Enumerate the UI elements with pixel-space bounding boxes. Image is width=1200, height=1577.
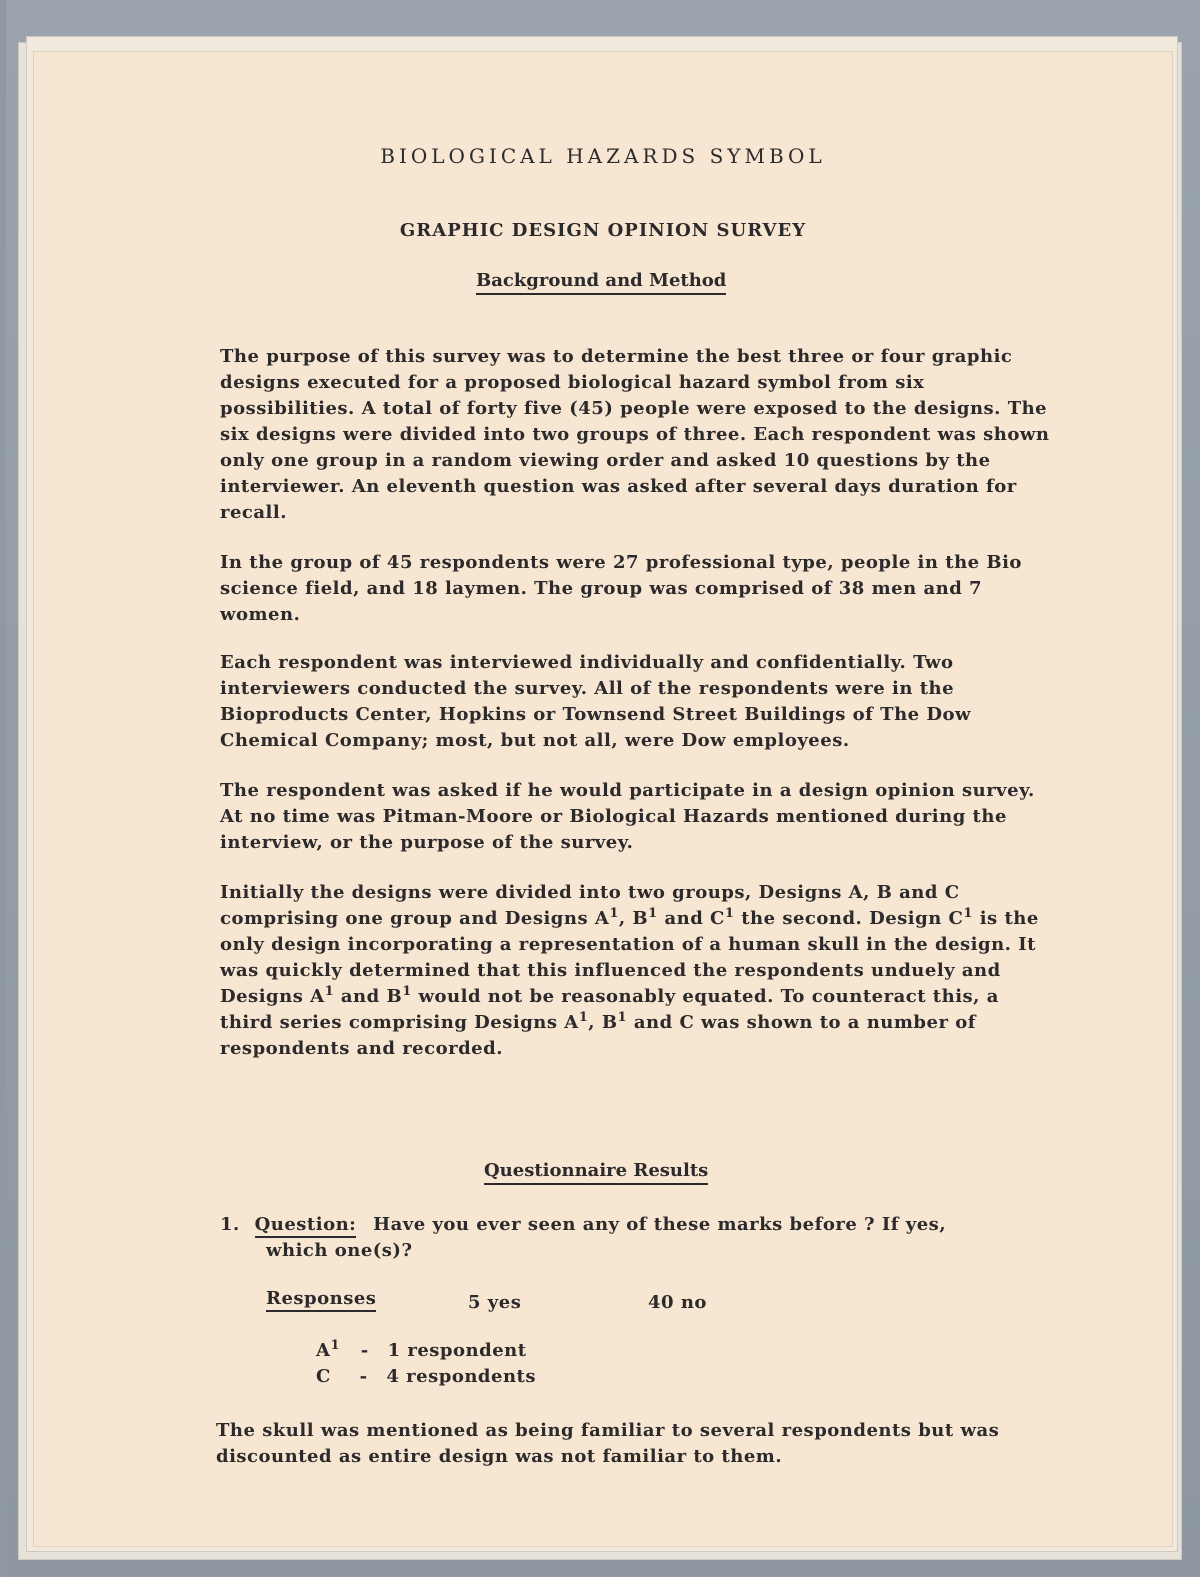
text-run: , B <box>618 908 649 929</box>
document-title: BIOLOGICAL HAZARDS SYMBOL <box>380 144 826 168</box>
section-heading-background: Background and Method <box>476 270 726 295</box>
superscript: 1 <box>963 906 973 921</box>
document-subtitle: GRAPHIC DESIGN OPINION SURVEY <box>399 220 807 241</box>
paragraph-respondents <box>220 550 1050 628</box>
responses-no: 40 no <box>648 1292 707 1313</box>
question-1-continuation: which one(s)? <box>266 1240 413 1261</box>
responses-yes: 5 yes <box>468 1292 522 1313</box>
respondent-count: 4 respondents <box>386 1366 536 1387</box>
paragraph-text: The purpose of this survey was to determine the best three or four graphic designs executed for a proposed biological hazard symbol from six possibilities. A total of forty five (45) people were exposed to the designs. The six designs were divided into two groups of three. Each respondent was shown only one group in a random viewing order and asked 10 questions by the interviewer. An eleventh question was asked after several days duration for recall. <box>220 346 1050 523</box>
superscript: 1 <box>609 906 619 921</box>
dash: - <box>359 1366 368 1387</box>
text-run: would not be reasonably equated. To counteract this, a third series comprising Designs A <box>220 986 999 1033</box>
text-run: , B <box>588 1012 618 1033</box>
text-run: is the only design incorporating a representation of a human skull in the design. It was quickly determined that this influenced the respondents unduely and Designs A <box>220 908 1039 1007</box>
superscript: 1 <box>724 906 735 921</box>
paragraph-survey-participation <box>220 778 1050 856</box>
paragraph-design-groups <box>220 880 1050 1062</box>
question-1 <box>220 1214 946 1235</box>
design-letter: A <box>316 1340 331 1361</box>
document-page <box>34 52 1172 1546</box>
response-breakdown-item <box>316 1366 536 1387</box>
response-breakdown-item <box>316 1340 527 1361</box>
question-number: 1. <box>220 1214 240 1235</box>
section-heading-questionnaire: Questionnaire Results <box>484 1160 708 1185</box>
responses-label: Responses <box>266 1288 376 1312</box>
text-run: Initially the designs were divided into two groups, Designs A, B and C comprising one group and Designs A <box>220 882 960 929</box>
question-label: Question: <box>255 1214 357 1238</box>
responses-row <box>266 1288 376 1309</box>
question-text: Have you ever seen any of these marks before ? If yes, <box>373 1214 947 1235</box>
paragraph-text: In the group of 45 respondents were 27 professional type, people in the Bio science field, and 18 laymen. The group was comprised of 38 men and 7 women. <box>220 552 1022 625</box>
paragraph-text: The skull was mentioned as being familiar to several respondents but was discounted as entire design was not familiar to them. <box>216 1420 1000 1467</box>
text-run: and C was shown to a number of respondents and recorded. <box>220 1012 976 1059</box>
paragraph-text: The respondent was asked if he would participate in a design opinion survey. At no time was Pitman-Moore or Biological Hazards mentioned during the interview, or the purpose of the survey. <box>220 780 1035 853</box>
paragraph-closing <box>216 1418 1016 1470</box>
superscript: 1 <box>578 1010 589 1025</box>
text-run: the second. Design C <box>734 908 964 929</box>
design-letter: C <box>316 1366 331 1387</box>
superscript: 1 <box>324 984 335 999</box>
superscript: 1 <box>648 906 658 921</box>
superscript: 1 <box>402 984 412 999</box>
text-run: and B <box>334 986 403 1007</box>
respondent-count: 1 respondent <box>387 1340 527 1361</box>
text-run: and C <box>657 908 725 929</box>
paragraph-text: Each respondent was interviewed individually and confidentially. Two interviewers conducted the survey. All of the respondents were in the Bioproducts Center, Hopkins or Townsend Street Buildings of The Dow Chemical Company; most, but not all, were Dow employees. <box>220 652 971 751</box>
dash: - <box>360 1340 369 1361</box>
superscript: 1 <box>330 1338 341 1353</box>
paragraph-interviews <box>220 650 1050 754</box>
superscript: 1 <box>617 1010 628 1025</box>
paragraph-purpose <box>220 344 1050 526</box>
paragraph-text <box>220 880 1050 1062</box>
